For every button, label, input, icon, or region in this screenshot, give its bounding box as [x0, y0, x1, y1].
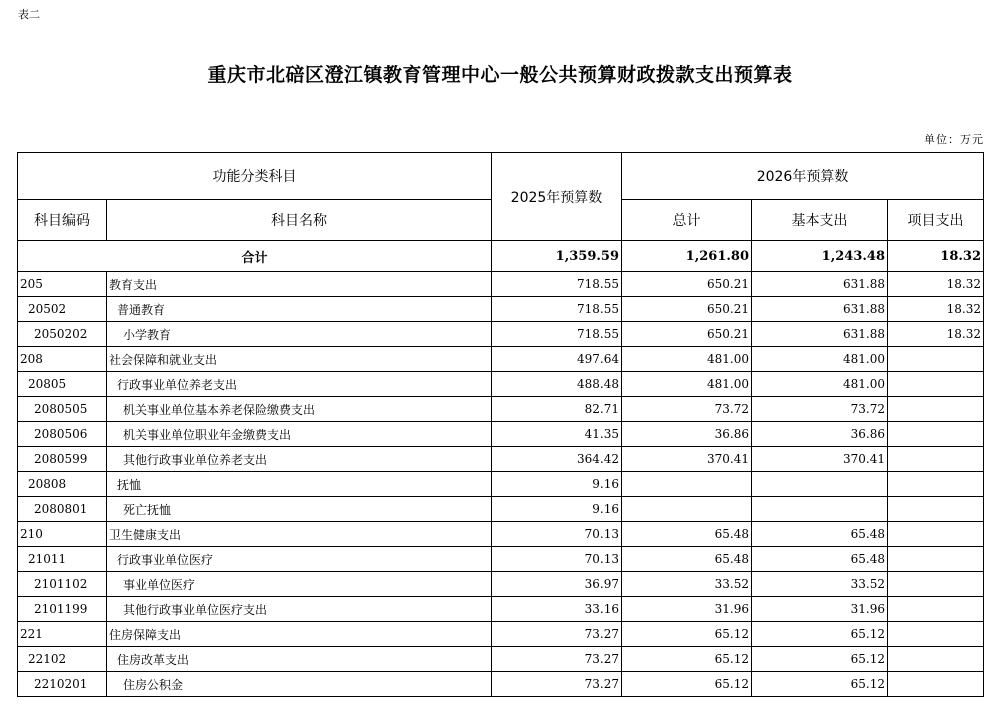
page-title: 重庆市北碚区澄江镇教育管理中心一般公共预算财政拨款支出预算表 [207, 64, 793, 86]
budget-2026-project-cell [888, 622, 984, 647]
budget-2026-total-cell: 31.96 [622, 597, 752, 622]
budget-2026-basic-cell: 631.88 [752, 322, 888, 347]
budget-2026-total-cell: 650.21 [622, 297, 752, 322]
budget-2025-cell: 718.55 [492, 272, 622, 297]
budget-2026-total-cell: 481.00 [622, 347, 752, 372]
budget-2026-project-cell [888, 422, 984, 447]
budget-2025-cell: 41.35 [492, 422, 622, 447]
subject-name-cell: 抚恤 [107, 472, 492, 497]
budget-2026-project-cell [888, 397, 984, 422]
table-row [18, 322, 984, 347]
budget-2026-project-cell [888, 547, 984, 572]
header-budget-2026: 2026年预算数 [622, 153, 984, 200]
total-budget-2026-project: 18.32 [888, 241, 984, 272]
budget-2026-total-cell: 36.86 [622, 422, 752, 447]
table-row [18, 597, 984, 622]
subject-code-cell: 2080599 [18, 447, 107, 472]
budget-2026-total-cell: 65.48 [622, 547, 752, 572]
subject-code-cell: 22102 [18, 647, 107, 672]
subject-code-cell: 210 [18, 522, 107, 547]
table-row [18, 647, 984, 672]
subject-name-cell: 机关事业单位职业年金缴费支出 [107, 422, 492, 447]
subject-code-cell: 2080506 [18, 422, 107, 447]
subject-code-cell: 2080801 [18, 497, 107, 522]
subject-name-cell: 其他行政事业单位养老支出 [107, 447, 492, 472]
budget-2026-basic-cell: 631.88 [752, 297, 888, 322]
header-subject-name: 科目名称 [107, 200, 492, 241]
total-label: 合计 [18, 241, 492, 272]
budget-2026-total-cell: 650.21 [622, 322, 752, 347]
subject-name-cell: 社会保障和就业支出 [107, 347, 492, 372]
budget-2025-cell: 33.16 [492, 597, 622, 622]
total-budget-2026-total: 1,261.80 [622, 241, 752, 272]
budget-2026-total-cell: 73.72 [622, 397, 752, 422]
table-number-label: 表二 [18, 8, 40, 21]
total-budget-2026-basic: 1,243.48 [752, 241, 888, 272]
budget-2026-project-cell [888, 597, 984, 622]
subject-name-cell: 机关事业单位基本养老保险缴费支出 [107, 397, 492, 422]
budget-2026-project-cell [888, 647, 984, 672]
budget-2026-basic-cell: 65.48 [752, 547, 888, 572]
subject-name-cell: 教育支出 [107, 272, 492, 297]
subject-code-cell: 208 [18, 347, 107, 372]
budget-2025-cell: 488.48 [492, 372, 622, 397]
budget-2026-basic-cell: 33.52 [752, 572, 888, 597]
budget-2026-project-cell: 18.32 [888, 322, 984, 347]
subject-name-cell: 住房公积金 [107, 672, 492, 697]
subject-name-cell: 行政事业单位医疗 [107, 547, 492, 572]
budget-2026-project-cell [888, 347, 984, 372]
table-row [18, 547, 984, 572]
table-row [18, 522, 984, 547]
subject-code-cell: 205 [18, 272, 107, 297]
total-row [18, 241, 984, 272]
budget-2026-basic-cell: 370.41 [752, 447, 888, 472]
header-total: 总计 [622, 200, 752, 241]
budget-2026-total-cell: 65.12 [622, 672, 752, 697]
budget-2026-total-cell [622, 497, 752, 522]
budget-2026-project-cell [888, 497, 984, 522]
subject-code-cell: 2210201 [18, 672, 107, 697]
budget-2026-basic-cell: 65.12 [752, 647, 888, 672]
budget-2026-total-cell: 65.12 [622, 647, 752, 672]
budget-2026-basic-cell: 73.72 [752, 397, 888, 422]
table-row [18, 622, 984, 647]
subject-name-cell: 住房保障支出 [107, 622, 492, 647]
budget-2025-cell: 82.71 [492, 397, 622, 422]
budget-2026-project-cell [888, 672, 984, 697]
table-row [18, 447, 984, 472]
subject-name-cell: 事业单位医疗 [107, 572, 492, 597]
budget-2025-cell: 73.27 [492, 672, 622, 697]
budget-2025-cell: 9.16 [492, 472, 622, 497]
budget-2026-total-cell: 481.00 [622, 372, 752, 397]
budget-2025-cell: 497.64 [492, 347, 622, 372]
budget-2026-basic-cell [752, 472, 888, 497]
budget-2026-basic-cell: 65.12 [752, 672, 888, 697]
table-row [18, 372, 984, 397]
budget-2026-project-cell: 18.32 [888, 272, 984, 297]
subject-code-cell: 2101102 [18, 572, 107, 597]
budget-2026-project-cell [888, 572, 984, 597]
header-project: 项目支出 [888, 200, 984, 241]
budget-2025-cell: 73.27 [492, 622, 622, 647]
subject-code-cell: 221 [18, 622, 107, 647]
budget-2026-basic-cell: 631.88 [752, 272, 888, 297]
subject-code-cell: 2050202 [18, 322, 107, 347]
table-row [18, 497, 984, 522]
subject-code-cell: 2101199 [18, 597, 107, 622]
budget-2025-cell: 718.55 [492, 297, 622, 322]
header-budget-2025: 2025年预算数 [492, 153, 622, 241]
budget-2026-basic-cell: 65.48 [752, 522, 888, 547]
table-row [18, 397, 984, 422]
table-row [18, 347, 984, 372]
subject-code-cell: 2080505 [18, 397, 107, 422]
subject-name-cell: 卫生健康支出 [107, 522, 492, 547]
budget-2026-project-cell [888, 472, 984, 497]
table-row [18, 297, 984, 322]
budget-2026-project-cell: 18.32 [888, 297, 984, 322]
budget-2026-project-cell [888, 522, 984, 547]
budget-2025-cell: 718.55 [492, 322, 622, 347]
subject-code-cell: 20808 [18, 472, 107, 497]
budget-2026-basic-cell: 65.12 [752, 622, 888, 647]
budget-2026-basic-cell: 481.00 [752, 372, 888, 397]
budget-2025-cell: 9.16 [492, 497, 622, 522]
table-row [18, 572, 984, 597]
budget-2026-basic-cell [752, 497, 888, 522]
budget-2026-basic-cell: 31.96 [752, 597, 888, 622]
table-row [18, 672, 984, 697]
subject-name-cell: 小学教育 [107, 322, 492, 347]
budget-2025-cell: 70.13 [492, 547, 622, 572]
budget-2026-project-cell [888, 372, 984, 397]
budget-2026-basic-cell: 481.00 [752, 347, 888, 372]
header-function-category: 功能分类科目 [18, 153, 492, 200]
subject-name-cell: 住房改革支出 [107, 647, 492, 672]
unit-label: 单位：万元 [924, 133, 984, 146]
table-row [18, 272, 984, 297]
budget-2026-total-cell: 33.52 [622, 572, 752, 597]
budget-2025-cell: 36.97 [492, 572, 622, 597]
budget-2026-total-cell: 65.48 [622, 522, 752, 547]
subject-name-cell: 行政事业单位养老支出 [107, 372, 492, 397]
header-basic: 基本支出 [752, 200, 888, 241]
budget-2025-cell: 73.27 [492, 647, 622, 672]
table-row [18, 422, 984, 447]
subject-name-cell: 死亡抚恤 [107, 497, 492, 522]
budget-2026-total-cell: 370.41 [622, 447, 752, 472]
budget-2026-total-cell: 650.21 [622, 272, 752, 297]
subject-code-cell: 20805 [18, 372, 107, 397]
budget-2026-total-cell [622, 472, 752, 497]
header-subject-code: 科目编码 [18, 200, 107, 241]
budget-2026-basic-cell: 36.86 [752, 422, 888, 447]
subject-name-cell: 其他行政事业单位医疗支出 [107, 597, 492, 622]
total-budget-2025: 1,359.59 [492, 241, 622, 272]
budget-2025-cell: 364.42 [492, 447, 622, 472]
subject-code-cell: 20502 [18, 297, 107, 322]
budget-2026-total-cell: 65.12 [622, 622, 752, 647]
subject-code-cell: 21011 [18, 547, 107, 572]
subject-name-cell: 普通教育 [107, 297, 492, 322]
budget-2026-project-cell [888, 447, 984, 472]
budget-table [17, 152, 984, 697]
budget-2025-cell: 70.13 [492, 522, 622, 547]
table-row [18, 472, 984, 497]
